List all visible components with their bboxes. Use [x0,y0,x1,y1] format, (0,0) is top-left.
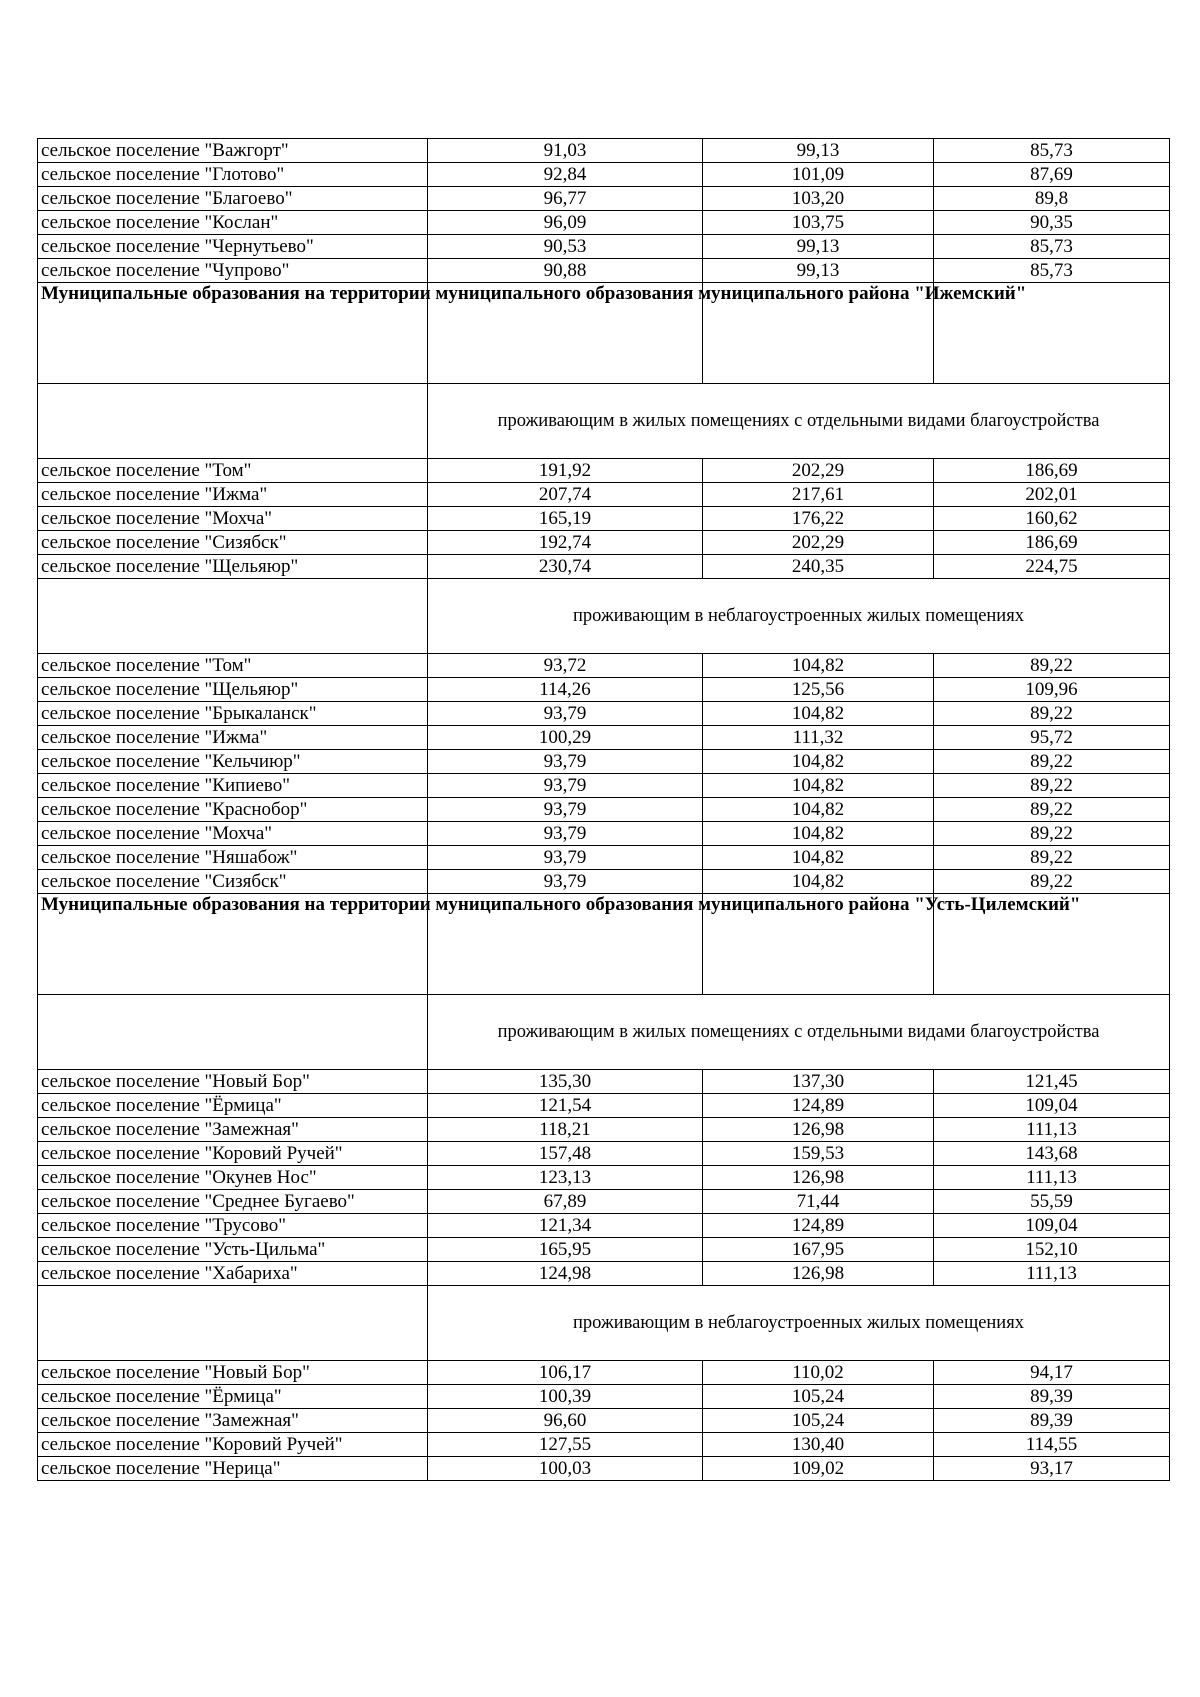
value-col-1: 91,03 [428,139,703,163]
value-col-2: 137,30 [703,1070,934,1094]
value-col-1: 118,21 [428,1118,703,1142]
settlement-name: сельское поселение "Сизябск" [38,531,428,555]
value-col-3: 94,17 [934,1361,1170,1385]
table-row [38,654,1170,678]
table-row [38,1361,1170,1385]
value-col-3: 109,04 [934,1214,1170,1238]
value-col-2: 125,56 [703,678,934,702]
category-row [38,1286,1170,1361]
tariff-table [37,138,1170,1481]
value-col-1: 90,53 [428,235,703,259]
table-row [38,1118,1170,1142]
value-col-2: 202,29 [703,531,934,555]
table-row [38,1190,1170,1214]
value-col-3: 89,22 [934,846,1170,870]
table-row [38,1142,1170,1166]
settlement-name: сельское поселение "Краснобор" [38,798,428,822]
value-col-1: 93,79 [428,702,703,726]
value-col-1: 96,09 [428,211,703,235]
settlement-name: сельское поселение "Глотово" [38,163,428,187]
value-col-3: 87,69 [934,163,1170,187]
table-row [38,1433,1170,1457]
value-col-3: 89,22 [934,798,1170,822]
value-col-2: 104,82 [703,702,934,726]
value-col-3: 111,13 [934,1166,1170,1190]
settlement-name: сельское поселение "Среднее Бугаево" [38,1190,428,1214]
value-col-2: 240,35 [703,555,934,579]
settlement-name: сельское поселение "Нерица" [38,1457,428,1481]
empty-cell [38,995,428,1070]
value-col-2: 126,98 [703,1262,934,1286]
value-col-3: 111,13 [934,1118,1170,1142]
value-col-1: 93,79 [428,798,703,822]
settlement-name: сельское поселение "Кослан" [38,211,428,235]
category-label: проживающим в жилых помещениях с отдельными видами благоустройства [428,995,1170,1070]
settlement-name: сельское поселение "Чупрово" [38,259,428,283]
value-col-3: 109,04 [934,1094,1170,1118]
settlement-name: сельское поселение "Ижма" [38,483,428,507]
value-col-1: 90,88 [428,259,703,283]
category-label: проживающим в неблагоустроенных жилых помещениях [428,1286,1170,1361]
settlement-name: сельское поселение "Коровий Ручей" [38,1142,428,1166]
table-row [38,1214,1170,1238]
settlement-name: сельское поселение "Важгорт" [38,139,428,163]
value-col-1: 230,74 [428,555,703,579]
table-row [38,483,1170,507]
value-col-1: 93,79 [428,750,703,774]
value-col-1: 93,79 [428,822,703,846]
value-col-3: 121,45 [934,1070,1170,1094]
value-col-1: 123,13 [428,1166,703,1190]
settlement-name: сельское поселение "Новый Бор" [38,1070,428,1094]
value-col-3: 160,62 [934,507,1170,531]
empty-cell [38,579,428,654]
settlement-name: сельское поселение "Ёрмица" [38,1094,428,1118]
value-col-2: 104,82 [703,654,934,678]
value-col-3: 55,59 [934,1190,1170,1214]
table-row [38,555,1170,579]
table-row [38,750,1170,774]
table-row [38,870,1170,894]
value-col-2: 71,44 [703,1190,934,1214]
settlement-name: сельское поселение "Мохча" [38,507,428,531]
value-col-2: 99,13 [703,235,934,259]
value-col-2: 101,09 [703,163,934,187]
value-col-2: 104,82 [703,870,934,894]
settlement-name: сельское поселение "Замежная" [38,1118,428,1142]
value-col-3: 224,75 [934,555,1170,579]
table-row [38,139,1170,163]
value-col-1: 124,98 [428,1262,703,1286]
settlement-name: сельское поселение "Ижма" [38,726,428,750]
value-col-1: 100,39 [428,1385,703,1409]
value-col-1: 67,89 [428,1190,703,1214]
value-col-3: 186,69 [934,531,1170,555]
value-col-3: 89,22 [934,702,1170,726]
value-col-1: 93,79 [428,774,703,798]
value-col-2: 105,24 [703,1385,934,1409]
table-row [38,702,1170,726]
value-col-1: 92,84 [428,163,703,187]
value-col-3: 90,35 [934,211,1170,235]
value-col-1: 135,30 [428,1070,703,1094]
value-col-3: 89,39 [934,1385,1170,1409]
value-col-2: 111,32 [703,726,934,750]
table-row [38,1070,1170,1094]
table-row [38,235,1170,259]
settlement-name: сельское поселение "Сизябск" [38,870,428,894]
value-col-3: 143,68 [934,1142,1170,1166]
value-col-2: 103,75 [703,211,934,235]
table-row [38,678,1170,702]
settlement-name: сельское поселение "Брыкаланск" [38,702,428,726]
value-col-1: 96,60 [428,1409,703,1433]
value-col-3: 85,73 [934,235,1170,259]
value-col-1: 93,72 [428,654,703,678]
value-col-2: 104,82 [703,798,934,822]
table-row [38,798,1170,822]
value-col-1: 121,34 [428,1214,703,1238]
district-header-row [38,894,1170,995]
category-label: проживающим в неблагоустроенных жилых помещениях [428,579,1170,654]
value-col-1: 106,17 [428,1361,703,1385]
table-row [38,1262,1170,1286]
value-col-2: 124,89 [703,1214,934,1238]
value-col-2: 104,82 [703,774,934,798]
empty-cell [38,384,428,459]
district-header: Муниципальные образования на территории муниципального образования муниципального района "Усть-Цилемский" [38,894,428,995]
district-header: Муниципальные образования на территории муниципального образования муниципального района "Ижемский" [38,283,428,384]
table-row [38,774,1170,798]
value-col-2: 104,82 [703,822,934,846]
settlement-name: сельское поселение "Кипиево" [38,774,428,798]
table-row [38,507,1170,531]
table-row [38,1457,1170,1481]
value-col-2: 124,89 [703,1094,934,1118]
value-col-3: 95,72 [934,726,1170,750]
settlement-name: сельское поселение "Кельчиюр" [38,750,428,774]
value-col-1: 165,95 [428,1238,703,1262]
value-col-2: 130,40 [703,1433,934,1457]
settlement-name: сельское поселение "Благоево" [38,187,428,211]
value-col-2: 110,02 [703,1361,934,1385]
settlement-name: сельское поселение "Няшабож" [38,846,428,870]
value-col-1: 93,79 [428,846,703,870]
value-col-2: 126,98 [703,1118,934,1142]
value-col-3: 114,55 [934,1433,1170,1457]
value-col-1: 191,92 [428,459,703,483]
value-col-3: 202,01 [934,483,1170,507]
value-col-3: 89,22 [934,870,1170,894]
value-col-1: 192,74 [428,531,703,555]
district-header-row [38,283,1170,384]
value-col-3: 89,8 [934,187,1170,211]
table-row [38,531,1170,555]
value-col-3: 89,22 [934,822,1170,846]
settlement-name: сельское поселение "Коровий Ручей" [38,1433,428,1457]
value-col-1: 157,48 [428,1142,703,1166]
value-col-3: 152,10 [934,1238,1170,1262]
value-col-2: 103,20 [703,187,934,211]
value-col-3: 89,39 [934,1409,1170,1433]
value-col-3: 111,13 [934,1262,1170,1286]
tariff-table-body [38,139,1170,1481]
value-col-3: 186,69 [934,459,1170,483]
value-col-1: 100,29 [428,726,703,750]
value-col-1: 121,54 [428,1094,703,1118]
value-col-2: 104,82 [703,750,934,774]
value-col-1: 207,74 [428,483,703,507]
table-row [38,211,1170,235]
value-col-1: 93,79 [428,870,703,894]
value-col-1: 114,26 [428,678,703,702]
value-col-2: 217,61 [703,483,934,507]
table-row [38,1385,1170,1409]
value-col-2: 99,13 [703,259,934,283]
table-row [38,1166,1170,1190]
table-row [38,726,1170,750]
table-row [38,187,1170,211]
settlement-name: сельское поселение "Мохча" [38,822,428,846]
table-row [38,822,1170,846]
settlement-name: сельское поселение "Том" [38,459,428,483]
value-col-2: 104,82 [703,846,934,870]
value-col-3: 89,22 [934,750,1170,774]
empty-cell [38,1286,428,1361]
table-row [38,163,1170,187]
value-col-3: 89,22 [934,774,1170,798]
value-col-1: 165,19 [428,507,703,531]
value-col-2: 109,02 [703,1457,934,1481]
value-col-2: 126,98 [703,1166,934,1190]
settlement-name: сельское поселение "Хабариха" [38,1262,428,1286]
settlement-name: сельское поселение "Ёрмица" [38,1385,428,1409]
settlement-name: сельское поселение "Окунев Нос" [38,1166,428,1190]
value-col-1: 127,55 [428,1433,703,1457]
category-label: проживающим в жилых помещениях с отдельными видами благоустройства [428,384,1170,459]
value-col-3: 89,22 [934,654,1170,678]
table-row [38,1094,1170,1118]
settlement-name: сельское поселение "Усть-Цильма" [38,1238,428,1262]
settlement-name: сельское поселение "Замежная" [38,1409,428,1433]
value-col-3: 85,73 [934,139,1170,163]
value-col-2: 167,95 [703,1238,934,1262]
value-col-1: 100,03 [428,1457,703,1481]
value-col-2: 176,22 [703,507,934,531]
value-col-2: 99,13 [703,139,934,163]
table-row [38,259,1170,283]
settlement-name: сельское поселение "Новый Бор" [38,1361,428,1385]
value-col-2: 159,53 [703,1142,934,1166]
category-row [38,384,1170,459]
value-col-3: 109,96 [934,678,1170,702]
table-row [38,1409,1170,1433]
table-row [38,459,1170,483]
settlement-name: сельское поселение "Чернутьево" [38,235,428,259]
table-row [38,1238,1170,1262]
value-col-3: 85,73 [934,259,1170,283]
settlement-name: сельское поселение "Трусово" [38,1214,428,1238]
value-col-1: 96,77 [428,187,703,211]
value-col-3: 93,17 [934,1457,1170,1481]
settlement-name: сельское поселение "Щельяюр" [38,555,428,579]
category-row [38,995,1170,1070]
settlement-name: сельское поселение "Щельяюр" [38,678,428,702]
value-col-2: 202,29 [703,459,934,483]
table-row [38,846,1170,870]
value-col-2: 105,24 [703,1409,934,1433]
category-row [38,579,1170,654]
settlement-name: сельское поселение "Том" [38,654,428,678]
